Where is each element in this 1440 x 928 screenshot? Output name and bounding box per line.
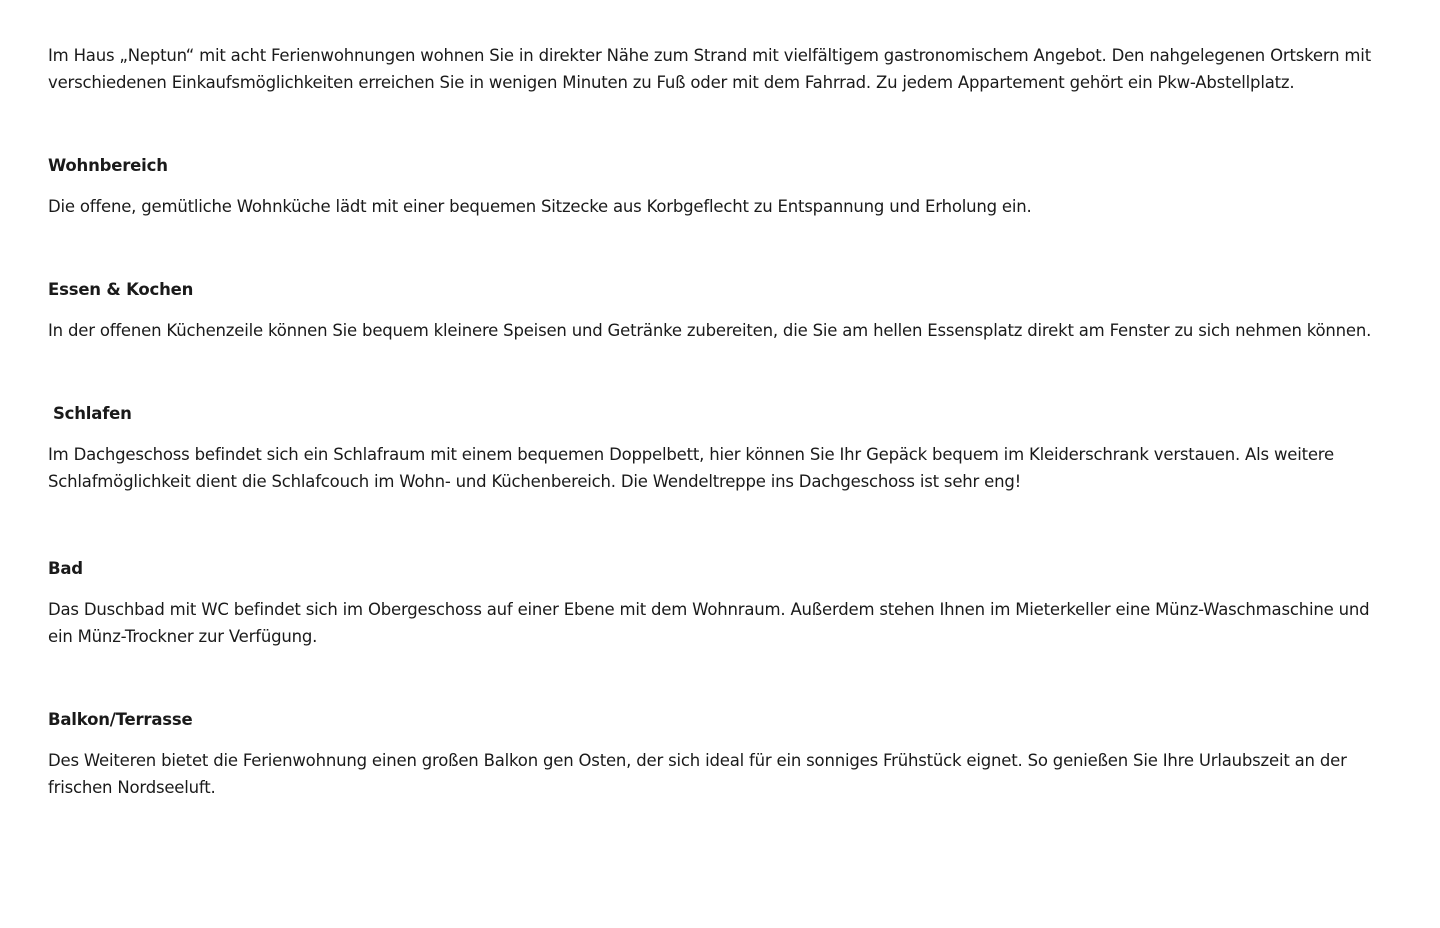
section-balkon-terrasse <box>48 706 1378 801</box>
section-text: Im Dachgeschoss befindet sich ein Schlafraum mit einem bequemen Doppelbett, hier können Sie Ihr Gepäck bequem im Kleiderschrank verstauen. Als weitere Schlafmöglichkeit dient die Schlafcouch im Wohn- und Küchenbereich. Die Wendeltreppe ins Dachgeschoss ist sehr eng! <box>48 445 1334 491</box>
section-heading: Essen & Kochen <box>48 280 194 299</box>
intro-paragraph: Im Haus „Neptun“ mit acht Ferienwohnungen wohnen Sie in direkter Nähe zum Strand mit vielfältigem gastronomischem Angebot. Den nahgelegenen Ortskern mit verschiedenen Einkaufsmöglichkeiten erreichen Sie in wenigen Minuten zu Fuß oder mit dem Fahrrad. Zu jedem Appartement gehört ein Pkw-Abstellplatz. <box>48 46 1371 92</box>
section-bad <box>48 555 1378 650</box>
document-body <box>48 42 1378 857</box>
section-heading: Wohnbereich <box>48 156 168 175</box>
section-wohnbereich <box>48 152 1378 220</box>
section-text: Das Duschbad mit WC befindet sich im Obergeschoss auf einer Ebene mit dem Wohnraum. Außerdem stehen Ihnen im Mieterkeller eine Münz-Waschmaschine und ein Münz-Trockner zur Verfügung. <box>48 600 1370 646</box>
section-text: Die offene, gemütliche Wohnküche lädt mit einer bequemen Sitzecke aus Korbgeflecht zu Entspannung und Erholung ein. <box>48 197 1032 216</box>
section-essen-kochen <box>48 276 1378 344</box>
section-heading: Bad <box>48 559 83 578</box>
section-heading: Schlafen <box>53 404 132 423</box>
section-text: Des Weiteren bietet die Ferienwohnung einen großen Balkon gen Osten, der sich ideal für ein sonniges Frühstück eignet. So genießen Sie Ihre Urlaubszeit an der frischen Nordseeluft. <box>48 751 1347 797</box>
section-schlafen <box>48 400 1378 495</box>
section-heading: Balkon/Terrasse <box>48 710 193 729</box>
section-text: In der offenen Küchenzeile können Sie bequem kleinere Speisen und Getränke zubereiten, die Sie am hellen Essensplatz direkt am Fenster zu sich nehmen können. <box>48 321 1372 340</box>
